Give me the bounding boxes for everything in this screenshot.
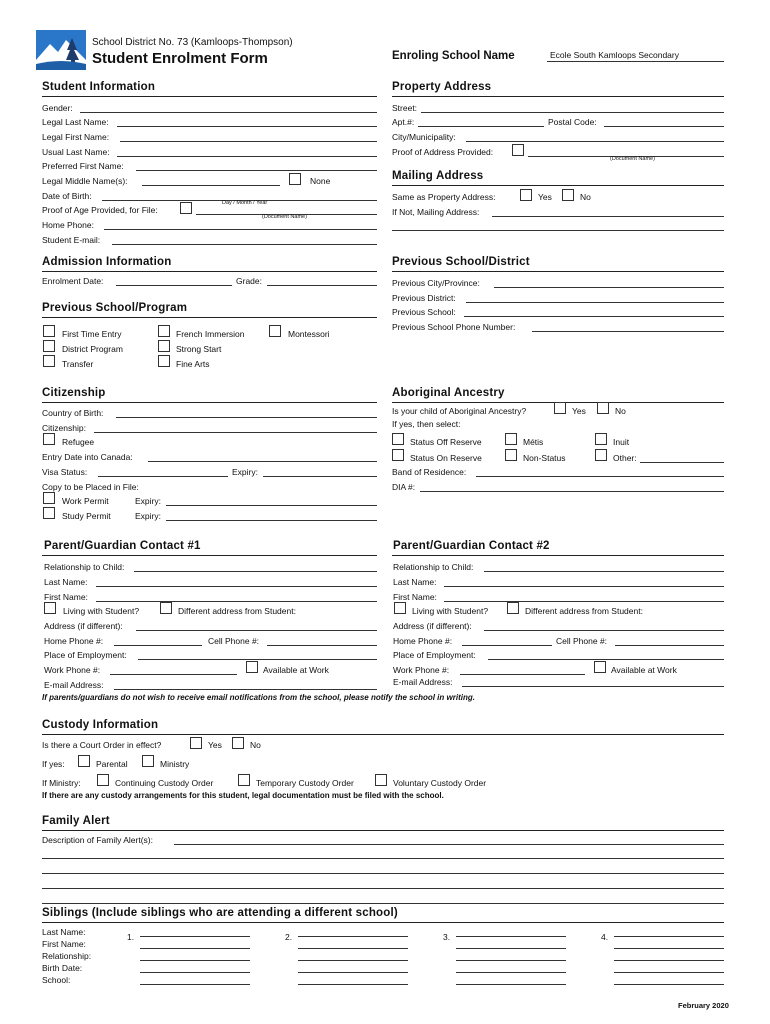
sibling-4-field-4[interactable] (614, 972, 724, 973)
enrolment-date-field[interactable] (116, 285, 232, 286)
mailing-address-rule (392, 185, 724, 186)
same-yes-label: Yes (538, 192, 552, 202)
off-reserve-label: Status Off Reserve (410, 437, 482, 447)
other-label: Other: (613, 453, 637, 463)
sibling-2-field-5[interactable] (298, 984, 408, 985)
family-alert-field-3[interactable] (42, 873, 724, 874)
fine-arts-checkbox[interactable] (158, 355, 170, 367)
proof-address-label: Proof of Address Provided: (392, 147, 494, 157)
apt-label: Apt.#: (392, 117, 415, 127)
transfer-label: Transfer (62, 359, 94, 369)
p2-diff-checkbox[interactable] (507, 602, 519, 614)
same-no-label: No (580, 192, 591, 202)
if-not-mailing-label: If Not, Mailing Address: (392, 207, 480, 217)
prev-district-title: Previous School/District (392, 256, 530, 268)
p1-living-label: Living with Student? (63, 606, 140, 616)
none-label: None (310, 176, 331, 186)
p1-relationship-label: Relationship to Child: (44, 562, 125, 572)
legal-first-label: Legal First Name: (42, 132, 110, 142)
french-immersion-label: French Immersion (176, 329, 245, 339)
p1-email-label: E-mail Address: (44, 680, 104, 690)
continuing-checkbox[interactable] (97, 774, 109, 786)
same-as-property-label: Same as Property Address: (392, 192, 496, 202)
work-permit-label: Work Permit (62, 496, 109, 506)
ministry-label: Ministry (160, 759, 190, 769)
p2-first-field[interactable] (444, 601, 724, 602)
sibling-1-field-1[interactable] (140, 936, 250, 937)
p2-relationship-field[interactable] (484, 571, 724, 572)
legal-middle-label: Legal Middle Name(s): (42, 176, 128, 186)
legal-middle-field[interactable] (142, 185, 280, 186)
same-yes-checkbox[interactable] (520, 189, 532, 201)
sibling-3-number: 3. (443, 932, 451, 942)
apt-field[interactable] (418, 126, 544, 127)
inuit-label: Inuit (613, 437, 630, 447)
p1-work-field[interactable] (110, 674, 237, 675)
sibling-last-label: Last Name: (42, 927, 86, 937)
p2-living-label: Living with Student? (412, 606, 489, 616)
sibling-1-field-2[interactable] (140, 948, 250, 949)
student-email-label: Student E-mail: (42, 235, 101, 245)
if-yes-select-label: If yes, then select: (392, 419, 461, 429)
p2-last-field[interactable] (444, 586, 724, 587)
p1-last-field[interactable] (96, 586, 377, 587)
entry-date-field[interactable] (148, 461, 377, 462)
gender-field[interactable] (80, 112, 377, 113)
p1-home-field[interactable] (114, 645, 202, 646)
court-no-label: No (250, 740, 261, 750)
other-field[interactable] (640, 462, 724, 463)
p1-available-checkbox[interactable] (246, 661, 258, 673)
p2-work-field[interactable] (460, 674, 585, 675)
street-field[interactable] (421, 112, 724, 113)
visa-status-field[interactable] (98, 476, 228, 477)
family-alert-title: Family Alert (42, 815, 110, 827)
custody-title: Custody Information (42, 719, 159, 731)
refugee-checkbox[interactable] (43, 433, 55, 445)
prev-school-field[interactable] (464, 316, 724, 317)
email-notification-note: If parents/guardians do not wish to receive email notifications from the school, please notify the school in writing. (42, 693, 475, 702)
parental-label: Parental (96, 759, 128, 769)
court-yes-checkbox[interactable] (190, 737, 202, 749)
p2-address-field[interactable] (484, 630, 724, 631)
metis-label: Métis (523, 437, 544, 447)
sibling-4-field-3[interactable] (614, 960, 724, 961)
transfer-checkbox[interactable] (43, 355, 55, 367)
country-birth-field[interactable] (116, 417, 377, 418)
enroling-school-line (547, 61, 724, 62)
p1-living-checkbox[interactable] (44, 602, 56, 614)
preferred-first-field[interactable] (136, 170, 377, 171)
first-time-label: First Time Entry (62, 329, 122, 339)
street-label: Street: (392, 103, 418, 113)
p1-work-label: Work Phone #: (44, 665, 101, 675)
home-phone-label: Home Phone: (42, 220, 94, 230)
student-email-field[interactable] (112, 244, 377, 245)
study-permit-checkbox[interactable] (43, 507, 55, 519)
sibling-first-label: First Name: (42, 939, 86, 949)
p2-email-label: E-mail Address: (393, 677, 453, 687)
proof-address-doc-hint: (Document Name) (610, 156, 655, 162)
band-residence-label: Band of Residence: (392, 467, 467, 477)
sibling-1-field-5[interactable] (140, 984, 250, 985)
sibling-3-field-4[interactable] (456, 972, 566, 973)
strong-start-checkbox[interactable] (158, 340, 170, 352)
family-alert-rule (42, 830, 724, 831)
enroling-school-label: Enroling School Name (392, 50, 515, 62)
student-info-title: Student Information (42, 81, 156, 93)
sibling-relationship-label: Relationship: (42, 951, 92, 961)
sibling-birth-label: Birth Date: (42, 963, 83, 973)
p2-relationship-label: Relationship to Child: (393, 562, 474, 572)
dob-hint: Day / Month / Year (222, 200, 268, 206)
p2-home-label: Home Phone #: (393, 636, 453, 646)
prev-program-rule (42, 317, 377, 318)
grade-label: Grade: (236, 276, 262, 286)
p1-address-label: Address (if different): (44, 621, 123, 631)
sibling-2-field-2[interactable] (298, 948, 408, 949)
ministry-checkbox[interactable] (142, 755, 154, 767)
p2-cell-label: Cell Phone #: (556, 636, 608, 646)
postal-field[interactable] (604, 126, 724, 127)
p1-cell-label: Cell Phone #: (208, 636, 260, 646)
aboriginal-no-label: No (615, 406, 626, 416)
p1-last-label: Last Name: (44, 577, 88, 587)
temporary-label: Temporary Custody Order (256, 778, 354, 788)
family-alert-field-2[interactable] (42, 858, 724, 859)
aboriginal-yes-label: Yes (572, 406, 586, 416)
sibling-4-number: 4. (601, 932, 609, 942)
p2-email-field[interactable] (462, 686, 724, 687)
strong-start-label: Strong Start (176, 344, 222, 354)
citizenship-rule (42, 402, 377, 403)
prev-phone-field[interactable] (532, 331, 724, 332)
postal-label: Postal Code: (548, 117, 597, 127)
aboriginal-question: Is your child of Aboriginal Ancestry? (392, 406, 527, 416)
sibling-2-field-1[interactable] (298, 936, 408, 937)
usual-last-field[interactable] (117, 156, 377, 157)
sibling-4-field-5[interactable] (614, 984, 724, 985)
legal-last-label: Legal Last Name: (42, 117, 109, 127)
sibling-2-field-3[interactable] (298, 960, 408, 961)
prev-city-label: Previous City/Province: (392, 278, 480, 288)
visa-expiry-field[interactable] (263, 476, 377, 477)
district-name: School District No. 73 (Kamloops-Thompson) (92, 37, 293, 48)
court-no-checkbox[interactable] (232, 737, 244, 749)
preferred-first-label: Preferred First Name: (42, 161, 124, 171)
band-residence-field[interactable] (476, 476, 724, 477)
visa-status-label: Visa Status: (42, 467, 88, 477)
if-yes-label: If yes: (42, 759, 65, 769)
sibling-4-field-2[interactable] (614, 948, 724, 949)
sibling-1-field-3[interactable] (140, 960, 250, 961)
family-alert-field-5[interactable] (42, 903, 724, 904)
mailing-address-title: Mailing Address (392, 170, 484, 182)
study-expiry-field[interactable] (166, 520, 377, 521)
dia-field[interactable] (420, 491, 724, 492)
non-status-checkbox[interactable] (505, 449, 517, 461)
french-immersion-checkbox[interactable] (158, 325, 170, 337)
form-date-footer: February 2020 (678, 1001, 729, 1010)
aboriginal-title: Aboriginal Ancestry (392, 387, 505, 399)
non-status-label: Non-Status (523, 453, 566, 463)
p1-employment-field[interactable] (138, 659, 377, 660)
grade-field[interactable] (267, 285, 377, 286)
p2-address-label: Address (if different): (393, 621, 472, 631)
p1-employment-label: Place of Employment: (44, 650, 127, 660)
prev-district-label: Previous District: (392, 293, 456, 303)
custody-rule (42, 734, 724, 735)
parent2-title: Parent/Guardian Contact #2 (393, 540, 550, 552)
usual-last-label: Usual Last Name: (42, 147, 110, 157)
parental-checkbox[interactable] (78, 755, 90, 767)
admission-rule (42, 271, 377, 272)
p1-diff-checkbox[interactable] (160, 602, 172, 614)
p1-first-field[interactable] (96, 601, 377, 602)
prev-district-rule (392, 271, 724, 272)
continuing-label: Continuing Custody Order (115, 778, 214, 788)
enroling-school-value[interactable]: Ecole South Kamloops Secondary (550, 50, 679, 60)
p2-available-label: Available at Work (611, 665, 677, 675)
mailing-field-1[interactable] (492, 216, 724, 217)
sibling-2-number: 2. (285, 932, 293, 942)
montessori-checkbox[interactable] (269, 325, 281, 337)
prev-city-field[interactable] (494, 287, 724, 288)
p2-work-label: Work Phone #: (393, 665, 450, 675)
if-ministry-label: If Ministry: (42, 778, 81, 788)
p1-address-field[interactable] (136, 630, 377, 631)
sibling-3-field-2[interactable] (456, 948, 566, 949)
visa-expiry-label: Expiry: (232, 467, 258, 477)
dia-label: DIA #: (392, 482, 416, 492)
proof-age-doc-hint: (Document Name) (262, 214, 307, 220)
prev-district-field[interactable] (466, 302, 724, 303)
p1-email-field[interactable] (114, 689, 377, 690)
city-field[interactable] (466, 141, 724, 142)
p2-available-checkbox[interactable] (594, 661, 606, 673)
other-checkbox[interactable] (595, 449, 607, 461)
district-program-label: District Program (62, 344, 123, 354)
enrolment-date-label: Enrolment Date: (42, 276, 104, 286)
family-alert-field-1[interactable] (174, 844, 724, 845)
proof-age-label: Proof of Age Provided, for File: (42, 205, 158, 215)
court-order-label: Is there a Court Order in effect? (42, 740, 162, 750)
inuit-checkbox[interactable] (595, 433, 607, 445)
prev-phone-label: Previous School Phone Number: (392, 322, 516, 332)
family-alert-field-4[interactable] (42, 888, 724, 889)
sibling-2-field-4[interactable] (298, 972, 408, 973)
p1-available-label: Available at Work (263, 665, 329, 675)
copy-file-label: Copy to be Placed in File: (42, 482, 139, 492)
study-permit-label: Study Permit (62, 511, 111, 521)
home-phone-field[interactable] (104, 229, 377, 230)
metis-checkbox[interactable] (505, 433, 517, 445)
voluntary-checkbox[interactable] (375, 774, 387, 786)
p1-relationship-field[interactable] (134, 571, 377, 572)
property-address-title: Property Address (392, 81, 492, 93)
p2-first-label: First Name: (393, 592, 437, 602)
proof-address-checkbox[interactable] (512, 144, 524, 156)
parent1-rule (42, 555, 377, 556)
property-address-rule (392, 96, 724, 97)
off-reserve-checkbox[interactable] (392, 433, 404, 445)
entry-date-label: Entry Date into Canada: (42, 452, 133, 462)
form-title: Student Enrolment Form (92, 50, 268, 67)
citizenship-label: Citizenship: (42, 423, 86, 433)
admission-title: Admission Information (42, 256, 172, 268)
same-no-checkbox[interactable] (562, 189, 574, 201)
aboriginal-no-checkbox[interactable] (597, 402, 609, 414)
p2-cell-field[interactable] (615, 645, 724, 646)
court-yes-label: Yes (208, 740, 222, 750)
parent2-rule (392, 555, 724, 556)
district-logo (36, 30, 86, 70)
p2-home-field[interactable] (462, 645, 552, 646)
sibling-3-field-3[interactable] (456, 960, 566, 961)
p2-employment-label: Place of Employment: (393, 650, 476, 660)
sibling-3-field-1[interactable] (456, 936, 566, 937)
p1-home-label: Home Phone #: (44, 636, 104, 646)
refugee-label: Refugee (62, 437, 95, 447)
sibling-3-field-5[interactable] (456, 984, 566, 985)
p1-first-label: First Name: (44, 592, 88, 602)
city-label: City/Municipality: (392, 132, 456, 142)
p2-employment-field[interactable] (488, 659, 724, 660)
family-alert-description-label: Description of Family Alert(s): (42, 835, 153, 845)
prev-program-title: Previous School/Program (42, 302, 188, 314)
work-expiry-field[interactable] (166, 505, 377, 506)
p2-living-checkbox[interactable] (394, 602, 406, 614)
proof-age-checkbox[interactable] (180, 202, 192, 214)
country-birth-label: Country of Birth: (42, 408, 104, 418)
custody-legal-note: If there are any custody arrangements for this student, legal documentation must be filed with the school. (42, 791, 444, 800)
on-reserve-checkbox[interactable] (392, 449, 404, 461)
fine-arts-label: Fine Arts (176, 359, 210, 369)
montessori-label: Montessori (288, 329, 330, 339)
citizenship-field[interactable] (94, 432, 377, 433)
gender-label: Gender: (42, 103, 73, 113)
voluntary-label: Voluntary Custody Order (393, 778, 487, 788)
dob-label: Date of Birth: (42, 191, 92, 201)
siblings-rule (42, 922, 724, 923)
mailing-field-2[interactable] (392, 230, 724, 231)
p1-cell-field[interactable] (267, 645, 377, 646)
citizenship-title: Citizenship (42, 387, 106, 399)
sibling-1-field-4[interactable] (140, 972, 250, 973)
p1-diff-label: Different address from Student: (178, 606, 296, 616)
legal-last-field[interactable] (117, 126, 377, 127)
on-reserve-label: Status On Reserve (410, 453, 482, 463)
district-program-checkbox[interactable] (43, 340, 55, 352)
sibling-4-field-1[interactable] (614, 936, 724, 937)
first-time-checkbox[interactable] (43, 325, 55, 337)
aboriginal-yes-checkbox[interactable] (554, 402, 566, 414)
work-expiry-label: Expiry: (135, 496, 161, 506)
p2-last-label: Last Name: (393, 577, 437, 587)
sibling-1-number: 1. (127, 932, 135, 942)
temporary-checkbox[interactable] (238, 774, 250, 786)
none-checkbox[interactable] (289, 173, 301, 185)
p2-diff-label: Different address from Student: (525, 606, 643, 616)
sibling-school-label: School: (42, 975, 71, 985)
work-permit-checkbox[interactable] (43, 492, 55, 504)
student-info-rule (42, 96, 377, 97)
legal-first-field[interactable] (120, 141, 377, 142)
prev-school-label: Previous School: (392, 307, 456, 317)
parent1-title: Parent/Guardian Contact #1 (44, 540, 201, 552)
siblings-title: Siblings (Include siblings who are attending a different school) (42, 907, 398, 919)
study-expiry-label: Expiry: (135, 511, 161, 521)
